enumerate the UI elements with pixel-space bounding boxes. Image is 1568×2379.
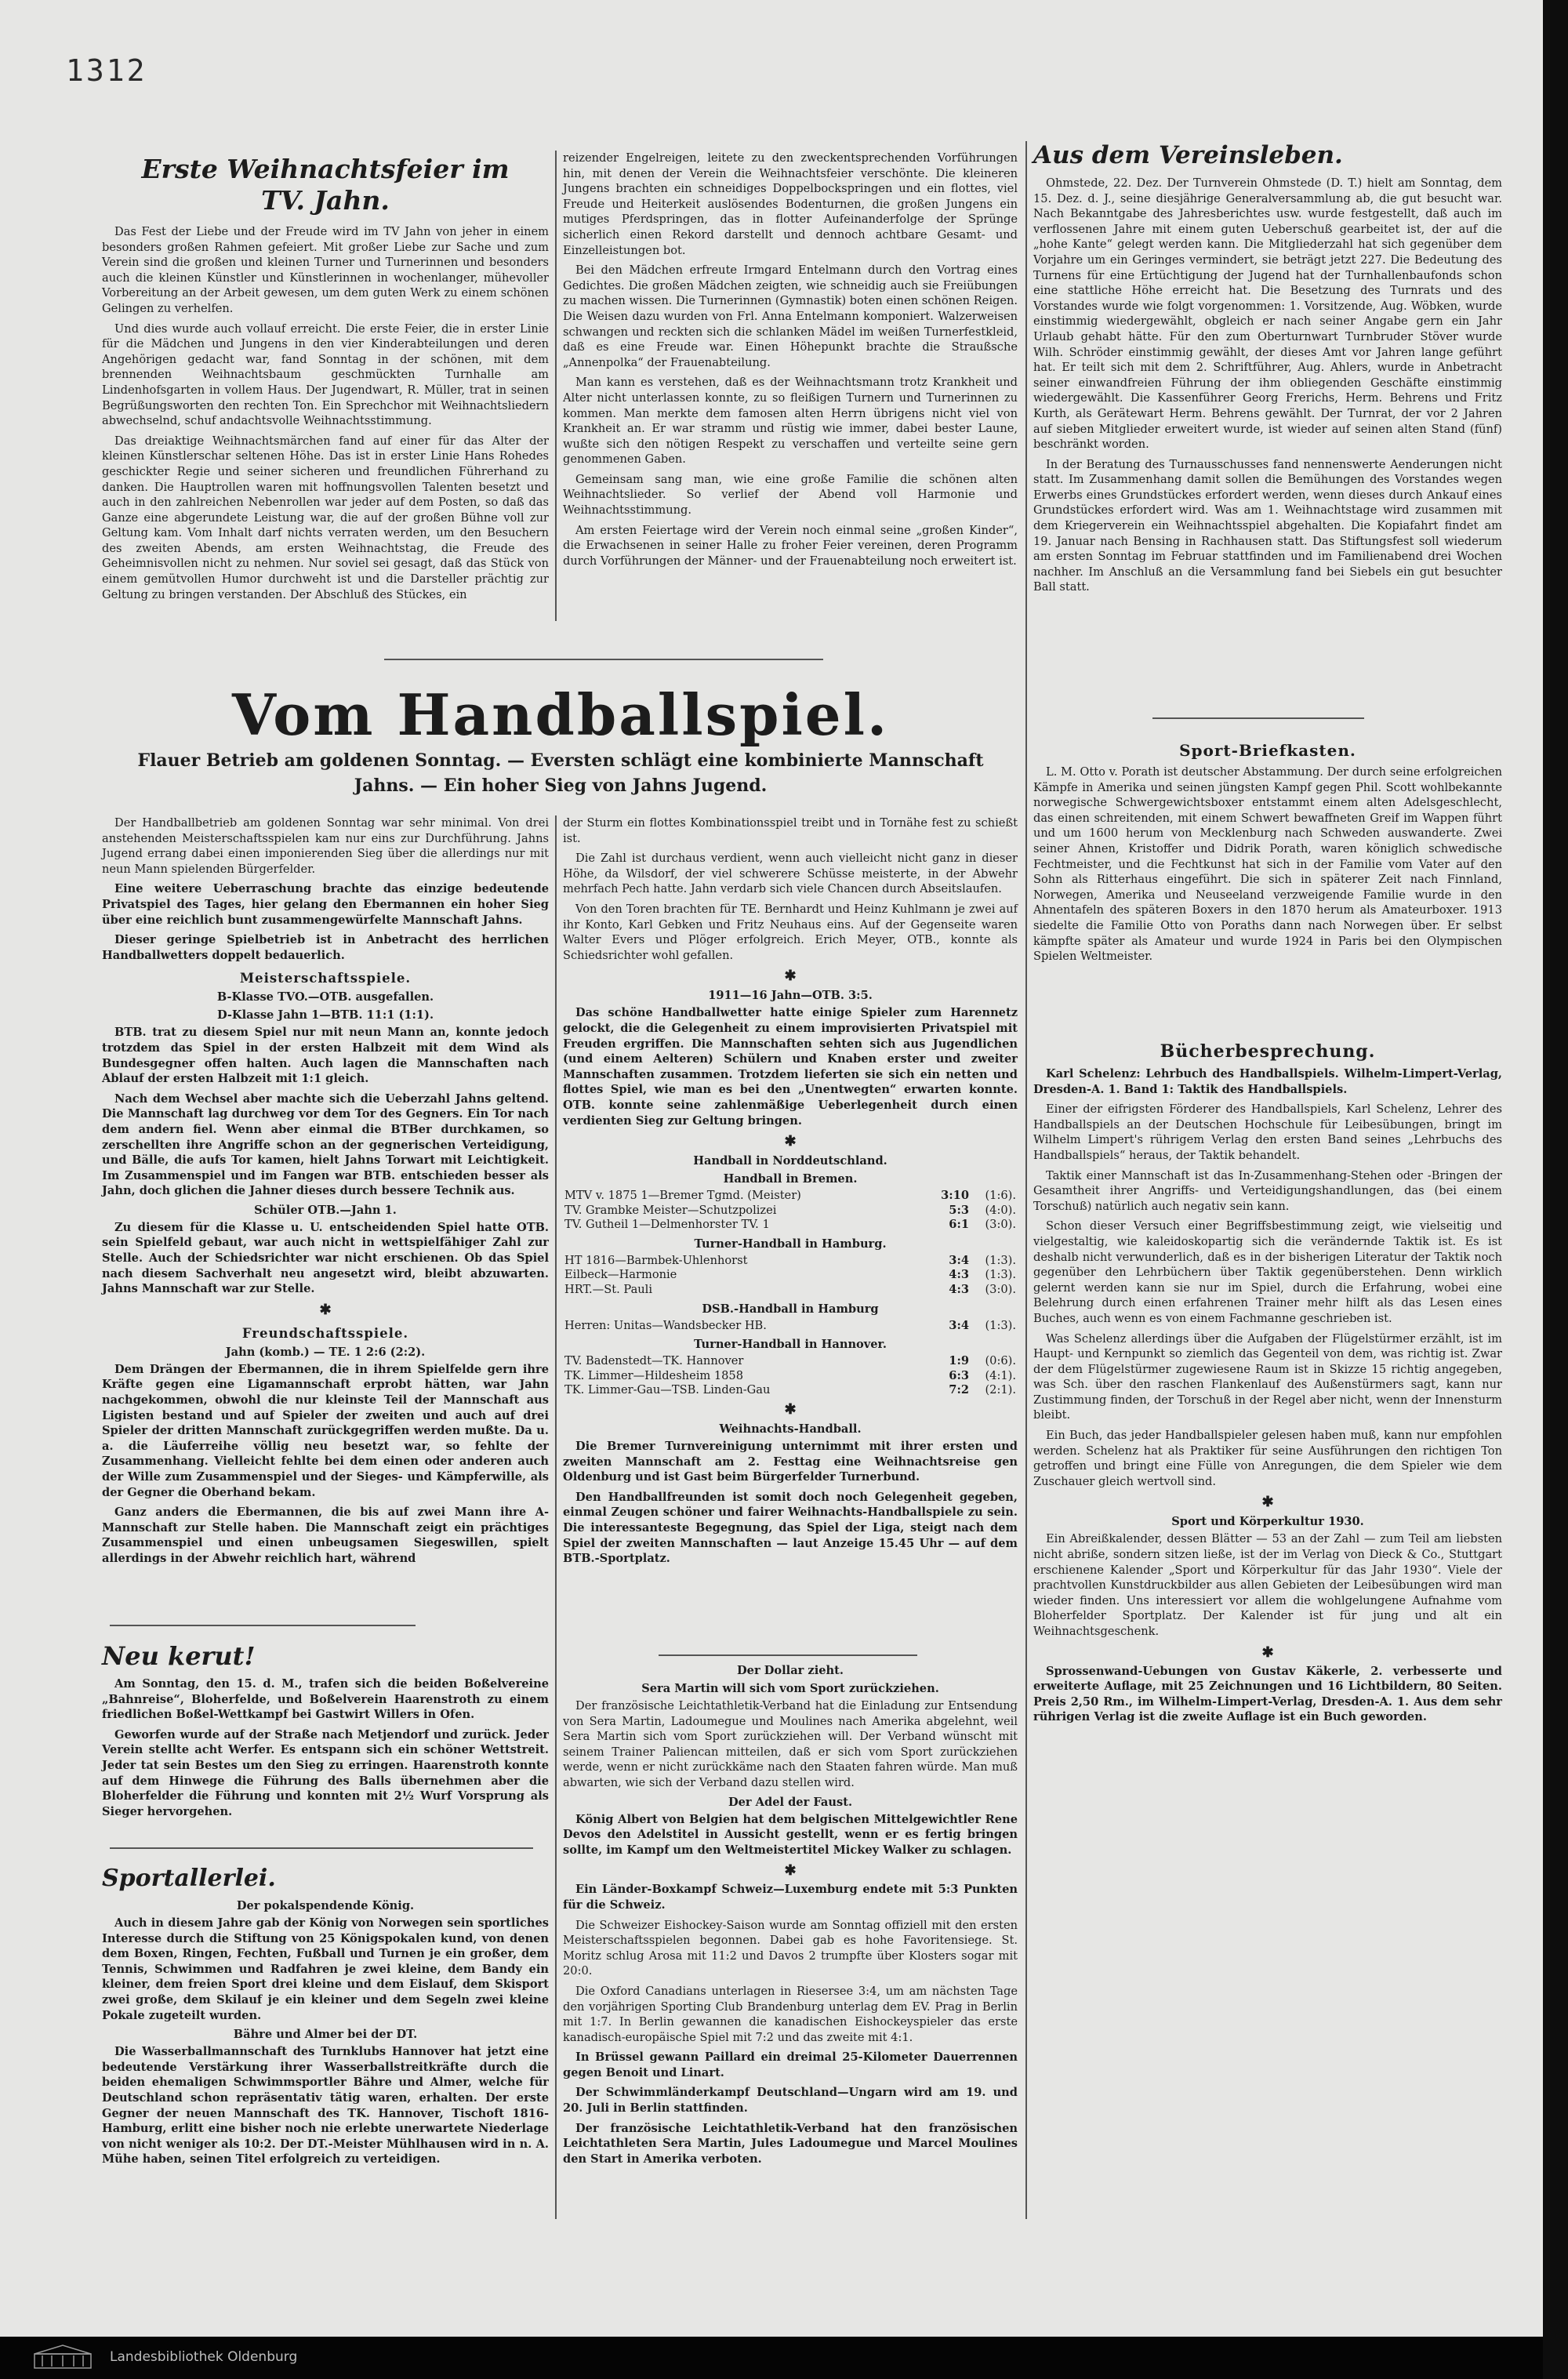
section-heading: Freundschaftsspiele. bbox=[241, 1325, 409, 1341]
article-sport-briefkasten bbox=[1033, 733, 1502, 969]
article-weihnachtsfeier bbox=[102, 154, 549, 607]
article-weihnachtsfeier-continued bbox=[563, 151, 1018, 573]
paragraph: In der Beratung des Turnausschusses fand nennenswerte Aenderungen nicht statt. Im Zusammenhang damit sollen die Bemühungen des Vorstandes wegen Erwerbs eines Grundstückes erfordert werden, wenn dieses durch Ankauf eines Grundstückes erfordert wird. Was am 1. Weihnachtstage wird zusammen mit dem Kriegerverein ein Weihnachtsspiel abgehalten. Die Kopiafahrt findet am 19. Januar nach Bensing in Rachhausen statt. Das Stiftungsfest soll wiederum am ersten Sonntag im Februar stattfinden und im Familienabend drei Wochen nachher. Im Anschluß an die Versammlung fand bei Siebels ein gut besuchter Ball statt. bbox=[1033, 457, 1502, 594]
article-sportallerlei bbox=[102, 1863, 549, 2172]
match-cell: TV. Badenstedt—TK. Hannover bbox=[564, 1354, 744, 1368]
result-row bbox=[563, 1369, 1018, 1384]
paragraph: Was Schelenz allerdings über die Aufgaben der Flügelstürmer erzählt, ist im Haupt- und Kernpunkt so ziemlich das Gegenteil von dem, was richtig ist. Zwar der dem Flügelstürmer zugewiesene Raum ist in Skizze 15 richtig angegeben, was Sch. über den raschen Flankenlauf des Außenstürmers sagt, kann nur Zustimmung finden, der Torschuß in der Regel aber nicht, wenn der Innensturm bleibt. bbox=[1033, 1331, 1502, 1422]
halftime-cell: (1:3). bbox=[985, 1268, 1016, 1282]
section-heading: Handball in Norddeutschland. bbox=[693, 1154, 887, 1168]
section-heading: Turner-Handball in Hannover. bbox=[694, 1338, 887, 1352]
paragraph: Von den Toren brachten für TE. Bernhardt und Heinz Kuhlmann je zwei auf ihr Konto, Karl Gebken und Fritz Neuhaus eins. Auf der Gegenseite waren Walter Evers und Plöger erfolgreich. Erich Meyer, OTB., konnte als Schiedsrichter wohl gefallen. bbox=[563, 902, 1018, 962]
separator-star-icon: ✱ bbox=[784, 1862, 797, 1880]
paragraph: Den Handballfreunden ist somit doch noch Gelegenheit gegeben, einmal Zeugen schöner und fairer Weihnachts-Handballspiele zu sein. Die interessanteste Begegnung, das Spiel der Liga, steigt nach dem Spiel der zweiten Mannschaften — laut Anzeige 15.45 Uhr — auf dem BTB.-Sportplatz. bbox=[563, 1490, 1018, 1566]
paragraph: Dem Drängen der Ebermannen, die in ihrem Spielfelde gern ihre Kräfte gegen eine Ligamannschaft erprobt hätten, war Jahn nachgekommen, obwohl die nur kleinste Teil der Mannschaft aus Ligisten bestand und auf Spieler der zweiten und auch auf drei Spieler der dritten Mannschaft zurückgegriffen werden mußte. Da u. a. die Läuferreihe völlig neu besetzt war, so fehlte der Zusammenhang. Vielleicht fehlte bei dem einen oder anderen auch der Wille zum Zusammenspiel und der Sieges- und Kämpferwille, als der Gegner die Oberhand bekam. bbox=[102, 1362, 549, 1499]
paragraph: Das Fest der Liebe und der Freude wird im TV Jahn von jeher in einem besonders großen Rahmen gefeiert. Mit großer Liebe zur Sache und zum Verein sind die großen und kleinen Turner und Turnerinnen und besonders auch die kleinen Künstler und Künstlerinnen in wochenlanger, mühevoller Vorbereitung an der Arbeit gewesen, um dem guten Werk zu einem schönen Gelingen zu verhelfen. bbox=[102, 225, 549, 315]
match-cell: TK. Limmer-Gau—TSB. Linden-Gau bbox=[564, 1383, 771, 1397]
paragraph: Karl Schelenz: Lehrbuch des Handballspiels. Wilhelm-Limpert-Verlag, Dresden-A. 1. Band 1: Taktik des Handballspiels. bbox=[1033, 1067, 1502, 1096]
article-title: Vom Handballspiel. bbox=[231, 681, 890, 748]
paragraph: Zu diesem für die Klasse u. U. entscheidenden Spiel hatte OTB. sein Spielfeld gebaut, war auch nicht in wettspielfähiger Zahl zur Stelle. Auch der Schiedsrichter war nicht erschienen. Ob das Spiel nach diesem Sachverhalt neu angesetzt wird, bleibt abzuwarten. Jahns Mannschaft war zur Stelle. bbox=[102, 1220, 549, 1296]
section-rule bbox=[659, 1654, 917, 1656]
paragraph: Die Wasserballmannschaft des Turnklubs Hannover hat jetzt eine bedeutende Verstärkung ihrer Wasserballstreitkräfte durch die beiden ehemaligen Schwimmsportler Bähre und Almer, welche für Deutschland schon repräsentativ tätig waren, erhalten. Der erste Gegner der neuen Mannschaft des TK. Hannover, Tischoft 1816-Hamburg, erlitt eine bisher noch nie erlebte unerwartete Niederlage von nicht weniger als 10:2. Der DT.-Meister Mühlhausen wird in n. A. Mühe haben, seinen Titel erfolgreich zu verteidigen. bbox=[102, 2045, 549, 2167]
paragraph: L. M. Otto v. Porath ist deutscher Abstammung. Der durch seine erfolgreichen Kämpfe in Amerika und seinen jüngsten Kampf gegen Phil. Scott wohlbekannte norwegische Schwergewichtsboxer entstammt einem alten Adelsgeschlecht, das einen schreitenden, mit einem Schwert bewaffneten Greif im Wappen führt und um 1600 herum von Mecklenburg nach Schweden auswanderte. Zwei seiner Ahnen, Kristoffer und Didrik Porath, waren königlich schwedische Fechtmeister, und die Fechtkunst hat sich in der Familie vom Vater auf den Sohn als Ritterhaus eingeführt. Die sich in späterer Zeit nach Finnland, Norwegen, Amerika und Neuseeland verzweigende Familie wurde in den Ahnentafeln des späteren Boxers in den 1870 herum als Amateurboxer. 1913 siedelte die Familie Otto von Poraths dann nach Norwegen über. Er selbst kämpfte später als Amateur und wurde 1924 in Paris bei den Olympischen Spielen Weltmeister. bbox=[1033, 765, 1502, 964]
paragraph: Bei den Mädchen erfreute Irmgard Entelmann durch den Vortrag eines Gedichtes. Die großen Mädchen zeigten, wie schneidig auch sie Freiübungen zu machen wissen. Die Turnerinnen (Gymnastik) boten einen schönen Reigen. Die Weisen dazu wurden von Frl. Anna Entelmann komponiert. Walzerweisen schwangen und reckten sich die schlanken Mädel im weißen Turnerfestkleid, daß es eine Freude war. Einen Höhepunkt brachte die Straußsche „Annenpolka“ der Frauenabteilung. bbox=[563, 263, 1018, 369]
column-rule bbox=[555, 151, 557, 621]
halftime-cell: (3:0). bbox=[985, 1218, 1016, 1232]
score-cell: 3:4 bbox=[949, 1318, 969, 1332]
score-cell: 6:1 bbox=[949, 1218, 969, 1232]
paragraph: Nach dem Wechsel aber machte sich die Ueberzahl Jahns geltend. Die Mannschaft lag durchweg vor dem Tor des Gegners. Ein Tor nach dem andern fiel. Wenn aber einmal die BTBer durchkamen, so zerschellten ihre Angriffe schon an der gegnerischen Verteidigung, und Bälle, die aufs Tor kamen, hielt Jahns Torwart mit Leichtigkeit. Im Zusammenspiel und im Fangen war BTB. entschieden besser als Jahn, doch glichen die Jahner dieses durch bessere Technik aus. bbox=[102, 1091, 549, 1198]
result-line: D-Klasse Jahn 1—BTB. 11:1 (1:1). bbox=[216, 1008, 434, 1022]
paragraph: Schon dieser Versuch einer Begriffsbestimmung zeigt, wie vielseitig und vielgestaltig, wie kaleidoskopartig sich die verändernde Taktik ist. Es ist deshalb nicht verwunderlich, daß es in der bisherigen Literatur der Taktik noch gegenüber den Lehrbüchern über Taktik gegenüberstehen. Denn wirklich gelernt werden kann sie nur im Spiel, durch die Erfahrung, wobei eine Belehrung durch einen erfahrenen Trainer mehr hilft als das Lesen eines Buches, auch wenn es von einem Fachmanne geschrieben ist. bbox=[1033, 1219, 1502, 1325]
paragraph: Der Handballbetrieb am goldenen Sonntag war sehr minimal. Von drei anstehenden Meisterschaftsspielen kam nur eins zur Durchführung. Jahns Jugend errang dabei einen imponierenden Sieg über die allerdings nur mit neun Mann spielenden Bürgerfelder. bbox=[102, 816, 549, 876]
halftime-cell: (4:0). bbox=[985, 1203, 1016, 1217]
match-cell: HT 1816—Barmbek-Uhlenhorst bbox=[564, 1253, 748, 1267]
paragraph: reizender Engelreigen, leitete zu den zweckentsprechenden Vorführungen hin, mit denen der Verein die Weihnachtsfeier verschönte. Die kleineren Jungens brachten ein schneidiges Doppelbockspringen und ein flottes, viel Freude und Heiterkeit auslösendes Bodenturnen, die großen Jungens ein mutiges Pferdspringen, das in flotter Aufeinanderfolge der Sprünge sicherlich einen Rekord darstellt und dennoch achtbare Gesamt- und Einzelleistungen bot. bbox=[563, 151, 1018, 257]
footer-library-name: Landesbibliothek Oldenburg bbox=[110, 2349, 298, 2365]
column-rule bbox=[1025, 141, 1027, 2219]
paragraph: der Sturm ein flottes Kombinationsspiel treibt und in Tornähe fest zu schießt ist. bbox=[563, 816, 1018, 845]
paragraph: Dieser geringe Spielbetrieb ist in Anbetracht des herrlichen Handballwetters doppelt bedauerlich. bbox=[102, 933, 549, 962]
section-heading: Der Dollar zieht. bbox=[737, 1664, 844, 1677]
score-cell: 7:2 bbox=[949, 1383, 969, 1397]
paragraph: Der Schwimmländerkampf Deutschland—Ungarn wird am 19. und 20. Juli in Berlin stattfinden. bbox=[563, 2086, 1018, 2116]
section-heading: Der Adel der Faust. bbox=[728, 1795, 853, 1809]
halftime-cell: (1:6). bbox=[985, 1189, 1016, 1203]
library-building-icon bbox=[31, 2343, 94, 2371]
section-heading: Der pokalspendende König. bbox=[236, 1899, 415, 1912]
score-cell: 4:3 bbox=[949, 1283, 969, 1297]
section-heading: Turner-Handball in Hamburg. bbox=[694, 1237, 887, 1251]
results-table-hannover bbox=[563, 1354, 1018, 1398]
section-heading: 1911—16 Jahn—OTB. 3:5. bbox=[708, 989, 873, 1003]
result-row bbox=[563, 1254, 1018, 1269]
result-row bbox=[563, 1283, 1018, 1298]
article-title: Neu kerut! bbox=[102, 1641, 256, 1671]
paragraph: Ein Buch, das jeder Handballspieler gelesen haben muß, kann nur empfohlen werden. Schelenz hat als Praktiker für seine Ausführungen den richtigen Ton getroffen und bringt eine Fülle von Anregungen, die dem Spieler wie dem Zuschauer gleich wertvoll sind. bbox=[1033, 1429, 1502, 1488]
match-cell: Herren: Unitas—Wandsbecker HB. bbox=[564, 1318, 767, 1332]
result-line: Jahn (komb.) — TE. 1 2:6 (2:2). bbox=[225, 1345, 426, 1359]
match-cell: HRT.—St. Pauli bbox=[564, 1283, 653, 1297]
separator-star-icon: ✱ bbox=[319, 1301, 332, 1318]
separator-star-icon: ✱ bbox=[784, 1401, 797, 1418]
paragraph: Die Schweizer Eishockey-Saison wurde am Sonntag offiziell mit den ersten Meisterschaftsspielen begonnen. Dabei gab es hohe Favoritensiege. St. Moritz schlug Arosa mit 11:2 und Davos 2 trumpfte über Klosters sogar mit 20:0. bbox=[563, 1918, 1018, 1978]
paragraph: Die Oxford Canadians unterlagen in Riesersee 3:4, um am nächsten Tage den vorjährigen Sporting Club Brandenburg unterlag dem EV. Prag in Berlin mit 1:7. In Berlin gewannen die kanadischen Eishockeyspieler das erste kanadisch-europäische Spiel mit 7:2 und das zweite mit 4:1. bbox=[563, 1984, 1018, 2044]
section-rule bbox=[110, 1625, 416, 1626]
halftime-cell: (0:6). bbox=[985, 1354, 1016, 1368]
article-subtitle: Flauer Betrieb am goldenen Sonntag. — Eversten schlägt eine kombinierte Mannschaft Jahns. — Ein hoher Sieg von Jahns Jugend. bbox=[137, 750, 984, 796]
section-rule bbox=[1152, 717, 1364, 719]
separator-star-icon: ✱ bbox=[784, 968, 797, 985]
article-buecherbesprechung bbox=[1033, 1033, 1502, 1730]
paragraph: Ein Abreißkalender, dessen Blätter — 53 an der Zahl — zum Teil am liebsten nicht abriße, sondern sitzen ließe, ist der im Verlag von Dieck & Co., Stuttgart erschienene Kalender „Sport und Körperkultur für das Jahr 1930“. Viele der prachtvollen Kunstdruckbilder aus allen Gebieten der Leibesübungen wird man wieder finden. Uns interessiert vor allem die wohlgelungene Aufnahme vom Bloherfelder Sportplatz. Der Kalender ist für jung und alt ein Weihnachtsgeschenk. bbox=[1033, 1532, 1502, 1638]
article-title: Aus dem Vereinsleben. bbox=[1033, 141, 1343, 169]
paragraph: Ohmstede, 22. Dez. Der Turnverein Ohmstede (D. T.) hielt am Sonntag, dem 15. Dez. d. J., seine diesjährige Generalversammlung ab, die gut besucht war. Nach Bekanntgabe des Jahresberichtes usw. wurde festgestellt, daß auch im verflossenen Jahre mit einem guten Ueberschuß gearbeitet ist, der auf die „hohe Kante“ gelegt werden kann. Die Mitgliederzahl hat sich gegenüber dem Vorjahre um ein Geringes vermindert, sie beträgt jetzt 227. Die Bedeutung des Turnens für eine Ertüchtigung der Jugend hat der Turnhallenbaufonds schon eine stattliche Höhe erreicht hat. Die Besetzung des Turnrats und des Vorstandes wurde wie folgt vorgenommen: 1. Vorsitzende, Aug. Wöbken, wurde einstimmig wiedergewählt, obgleich er nach seiner Angabe gern ein Jahr Urlaub gehabt hätte. Für den zum Oberturnwart Turnbruder Stöver wurde Wilh. Schröder einstimmig gewählt, der dieses Amt vor Jahren lange geführt hat. Er teilt sich mit dem 2. Schriftführer, Aug. Ahlers, wurde in Anbetracht seiner einwandfreien Führung der ihm obliegenden Geschäfte einstimmig wiedergewählt. Die Kassenführer Georg Frerichs, Herm. Behrens und Fritz Kurth, als Gerätewart Herm. Behrens gewählt. Der Turnrat, der vor 2 Jahren auf sieben Mitglieder erweitert wurde, ist wieder auf seinen alten Stand (fünf) beschränkt worden. bbox=[1033, 176, 1502, 452]
result-row bbox=[563, 1218, 1018, 1233]
section-heading: DSB.-Handball in Hamburg bbox=[702, 1302, 879, 1316]
section-heading: Bähre und Almer bei der DT. bbox=[233, 2028, 418, 2042]
separator-star-icon: ✱ bbox=[1261, 1494, 1274, 1511]
result-row bbox=[563, 1268, 1018, 1283]
section-rule bbox=[384, 659, 823, 660]
paragraph: In Brüssel gewann Paillard ein dreimal 25-Kilometer Dauerrennen gegen Benoit und Linart. bbox=[563, 2050, 1018, 2079]
score-cell: 3:4 bbox=[949, 1253, 969, 1267]
scan-edge bbox=[1543, 0, 1568, 2379]
article-handball-header bbox=[102, 682, 1019, 798]
separator-star-icon: ✱ bbox=[1261, 1644, 1274, 1661]
results-table-bremen bbox=[563, 1189, 1018, 1233]
paragraph: Gemeinsam sang man, wie eine große Familie die schönen alten Weihnachtslieder. So verlief der Abend voll Harmonie und Weihnachtsstimmung. bbox=[563, 472, 1018, 518]
paragraph: Sprossenwand-Uebungen von Gustav Käkerle, 2. verbesserte und erweiterte Auflage, mit 25 Zeichnungen und 16 Lichtbildern, 80 Seiten. Preis 2,50 Rm., im Wilhelm-Limpert-Verlag, Dresden-A. 1. Aus dem sehr rührigen Verlag ist die zweite Auflage ist ein Buch geworden. bbox=[1033, 1664, 1502, 1724]
article-neu-kerut bbox=[102, 1640, 549, 1824]
match-cell: TV. Gutheil 1—Delmenhorster TV. 1 bbox=[564, 1218, 770, 1232]
result-row bbox=[563, 1319, 1018, 1334]
article-sport-news bbox=[563, 1659, 1018, 2171]
score-cell: 5:3 bbox=[949, 1203, 969, 1217]
paragraph: König Albert von Belgien hat dem belgischen Mittelgewichtler Rene Devos den Adelstitel in Aussicht gestellt, wenn er es fertig bringen sollte, im Kampf um den Weltmeistertitel Mickey Walker zu schlagen. bbox=[563, 1812, 1018, 1857]
article-handball-continued bbox=[563, 815, 1018, 1571]
section-heading: Sport und Körperkultur 1930. bbox=[1171, 1515, 1364, 1529]
paragraph: Taktik einer Mannschaft ist das In-Zusammenhang-Stehen oder -Bringen der Gesamtheit ihrer Angriffs- und Verteidigungshandlungen, das (bei einem Torschuß) natürlich auch negativ sein kann. bbox=[1033, 1168, 1502, 1213]
halftime-cell: (1:3). bbox=[985, 1318, 1016, 1332]
match-cell: Eilbeck—Harmonie bbox=[564, 1268, 677, 1282]
result-row bbox=[563, 1204, 1018, 1219]
paragraph: Auch in diesem Jahre gab der König von Norwegen sein sportliches Interesse durch die Stiftung von 25 Königspokalen kund, von denen dem Boxen, Ringen, Fechten, Fußball und Turnen je ein großer, dem Tennis, Schwimmen und Radfahren je zwei kleine, dem Bandy ein kleiner, dem freien Sport drei kleine und dem Eislauf, dem Skisport zwei große, dem Skilauf je ein kleiner und dem Segeln zwei kleine Pokale zugeteilt wurden. bbox=[102, 1916, 549, 2022]
article-vereinsleben bbox=[1033, 140, 1502, 600]
section-heading: Handball in Bremen. bbox=[723, 1172, 858, 1186]
match-cell: TK. Limmer—Hildesheim 1858 bbox=[564, 1368, 744, 1382]
result-row bbox=[563, 1354, 1018, 1369]
halftime-cell: (3:0). bbox=[985, 1283, 1016, 1297]
paragraph: Und dies wurde auch vollauf erreicht. Die erste Feier, die in erster Linie für die Mädchen und Jungens in den vier Kinderabteilungen und deren Angehörigen gedacht war, fand Sonntag in der schönen, mit dem brennenden Weihnachtsbaum geschmückten Turnhalle am Lindenhofsgarten in vollem Haus. Der Jugendwart, R. Müller, trat in seinen Begrüßungsworten den rechten Ton. Ein Sprechchor mit Weihnachtsliedern abwechselnd, schuf andachtsvolle Weihnachtsstimmung. bbox=[102, 321, 549, 428]
score-cell: 3:10 bbox=[941, 1189, 969, 1203]
result-line: B-Klasse TVO.—OTB. ausgefallen. bbox=[216, 990, 434, 1004]
article-handball bbox=[102, 815, 549, 1571]
score-cell: 1:9 bbox=[949, 1354, 969, 1368]
paragraph: Man kann es verstehen, daß es der Weihnachtsmann trotz Krankheit und Alter nicht unterlassen konnte, zu so fleißigen Turnern und Turnerinnen zu kommen. Man merkte dem famosen alten Herrn übrigens nicht viel von Krankheit an. Er war stramm und rüstig wie immer, dabei bester Laune, wußte sich den nötigen Respekt zu verschaffen und verteilte seine gern genommenen Gaben. bbox=[563, 376, 1018, 467]
column-rule bbox=[555, 815, 557, 2219]
score-cell: 6:3 bbox=[949, 1368, 969, 1382]
paragraph: Das schöne Handballwetter hatte einige Spieler zum Harennetz gelockt, die die Gelegenheit zu einem improvisierten Privatspiel mit Freuden ergriffen. Die Mannschaften sehten sich aus Jugendlichen (und einem Aelteren) Schülern und Knaben erster und zweiter Mannschaften zusammen. Trotzdem lieferten sie sich ein netten und flottes Spiel, wie man es bei den „Unentwegten“ erwarten konnte. OTB. konnte seine zahlenmäßige Ueberlegenheit durch einen verdienten Sieg zur Geltung bringen. bbox=[563, 1006, 1018, 1128]
paragraph: Das dreiaktige Weihnachtsmärchen fand auf einer für das Alter der kleinen Künstlerschar seltenen Höhe. Das ist in erster Linie Hans Rohedes geschickter Regie und seiner sicheren und freundlichen Führerhand zu danken. Die Hauptrollen waren mit hoffnungsvollen Talenten besetzt und auch in den zahlreichen Nebenrollen war jeder auf dem Posten, so daß das Ganze eine abgerundete Leistung war, die auf der großen Bühne voll zur Geltung kam. Vom Inhalt darf nichts verraten werden, um den Besuchern des zweiten Abends, am ersten Weihnachtstag, die Freude des Geheimnisvollen nicht zu nehmen. Nur soviel sei gesagt, daß das Stück von einem gemütvollen Humor durchweht ist und die Darsteller prächtig zur Geltung zu bringen verstanden. Der Abschluß des Stückes, ein bbox=[102, 434, 549, 601]
section-heading: Weihnachts-Handball. bbox=[719, 1422, 862, 1436]
section-heading: Meisterschaftsspiele. bbox=[239, 971, 412, 986]
paragraph: Die Zahl ist durchaus verdient, wenn auch vielleicht nicht ganz in dieser Höhe, da Wilsdorf, der viel schwerere Schüsse meisterte, in der Abwehr mehrfach Pech hatte. Jahn verdarb sich viele Chancen durch Abseitslaufen. bbox=[563, 852, 1018, 896]
score-cell: 4:3 bbox=[949, 1268, 969, 1282]
result-line: Schüler OTB.—Jahn 1. bbox=[254, 1203, 397, 1217]
paragraph: Der französische Leichtathletik-Verband hat den französischen Leichtathleten Sera Martin, Jules Ladoumegue und Marcel Moulines den Start in Amerika verboten. bbox=[563, 2121, 1018, 2166]
paragraph: Die Bremer Turnvereinigung unternimmt mit ihrer ersten und zweiten Mannschaft am 2. Festtag eine Weihnachtsreise gen Oldenburg und ist Gast beim Bürgerfelder Turnerbund. bbox=[563, 1440, 1018, 1484]
article-title: Sportallerlei. bbox=[102, 1865, 276, 1892]
result-row bbox=[563, 1383, 1018, 1398]
section-heading: Sport-Briefkasten. bbox=[1179, 741, 1356, 760]
halftime-cell: (2:1). bbox=[985, 1383, 1016, 1397]
results-table-hamburg bbox=[563, 1254, 1018, 1298]
match-cell: MTV v. 1875 1—Bremer Tgmd. (Meister) bbox=[564, 1189, 801, 1203]
paragraph: Der französische Leichtathletik-Verband hat die Einladung zur Entsendung von Sera Martin, Ladoumegue und Moulines nach Amerika abgelehnt, weil Sera Martin sich vom Sport zurückziehen will. Der Verband wünscht mit seinem Trainer Paliencan mitteilen, daß er sich vom Sport zurückziehen werde, wenn er nicht zurückkäme nach den Staaten fahren würde. Man muß abwarten, wie sich der Verband dazu stellen wird. bbox=[563, 1699, 1018, 1789]
paragraph: BTB. trat zu diesem Spiel nur mit neun Mann an, konnte jedoch trotzdem das Spiel in der ersten Halbzeit mit dem Wind als Bundesgegner offen halten. Auch lagen die Mannschaften nach Ablauf der ersten Halbzeit mit 1:1 gleich. bbox=[102, 1026, 549, 1086]
halftime-cell: (1:3). bbox=[985, 1253, 1016, 1267]
paragraph: Geworfen wurde auf der Straße nach Metjendorf und zurück. Jeder Verein stellte acht Werfer. Es entspann sich ein schöner Wettstreit. Jeder tat sein Bestes um den Sieg zu erringen. Haarenstroth konnte auf dem Hinwege die Führung des Balls übernehmen aber die Bloherfelder die Führung und konnten mit 2½ Wurf Vorsprung als Sieger hervorgehen. bbox=[102, 1727, 549, 1818]
paragraph: Am Sonntag, den 15. d. M., trafen sich die beiden Boßelvereine „Bahnreise“, Bloherfelde, und Boßelverein Haarenstroth zu einem friedlichen Boßel-Wettkampf bei Gastwirt Willers in Ofen. bbox=[102, 1677, 549, 1722]
paragraph: Am ersten Feiertage wird der Verein noch einmal seine „großen Kinder“, die Erwachsenen in seiner Halle zu froher Feier vereinen, deren Programm durch Vorführungen der Männer- und der Frauenabteilung noch erweitert ist. bbox=[563, 523, 1018, 568]
page-number: 1312 bbox=[66, 53, 147, 88]
section-heading: Bücherbesprechung. bbox=[1160, 1041, 1376, 1062]
article-title: Erste Weihnachtsfeier im TV. Jahn. bbox=[141, 154, 510, 216]
results-table-dsb bbox=[563, 1319, 1018, 1334]
paragraph: Ganz anders die Ebermannen, die bis auf zwei Mann ihre A-Mannschaft zur Stelle haben. Die Mannschaft zeigt ein prächtiges Zusammenspiel und einen unbeugsamen Siegeswillen, spielt allerdings in der Abwehr reichlich hart, während bbox=[102, 1505, 549, 1565]
paragraph: Ein Länder-Boxkampf Schweiz—Luxemburg endete mit 5:3 Punkten für die Schweiz. bbox=[563, 1883, 1018, 1912]
separator-star-icon: ✱ bbox=[784, 1133, 797, 1150]
section-heading: Sera Martin will sich vom Sport zurückziehen. bbox=[641, 1682, 939, 1695]
paragraph: Einer der eifrigsten Förderer des Handballspiels, Karl Schelenz, Lehrer des Handballspiels an der Deutschen Hochschule für Leibesübungen, bringt im Wilhelm Limpert's rührigem Verlag den ersten Band seines „Lehrbuchs des Handballspiels“ heraus, der Taktik behandelt. bbox=[1033, 1102, 1502, 1162]
section-rule bbox=[110, 1847, 533, 1849]
result-row bbox=[563, 1189, 1018, 1204]
paragraph: Eine weitere Ueberraschung brachte das einzige bedeutende Privatspiel des Tages, hier gelang den Ebermannen ein hoher Sieg über eine reichlich bunt zusammengewürfelte Mannschaft Jahns. bbox=[102, 882, 549, 927]
halftime-cell: (4:1). bbox=[985, 1368, 1016, 1382]
match-cell: TV. Grambke Meister—Schutzpolizei bbox=[564, 1203, 777, 1217]
